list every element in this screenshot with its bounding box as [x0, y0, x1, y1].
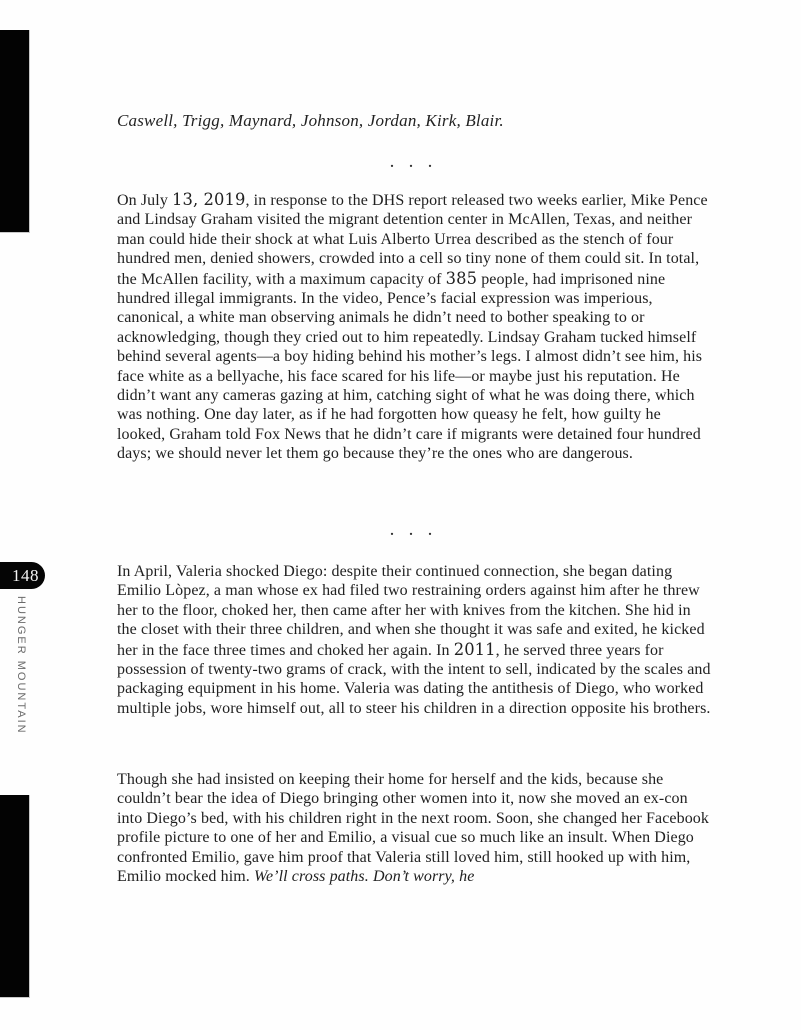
journal-name-vertical: HUNGER MOUNTAIN	[15, 596, 27, 735]
section-separator: . . .	[390, 524, 438, 539]
paragraph	[117, 562, 711, 718]
text-segment: In April, Valeria shocked Diego: despite their continued connection, she began dating Emilio Lòpez, a man whose ex had filed two restraining orders against him after he threw her to the floor, choked her, then came after her with knives from the kitchen. She hid in the closet with their three children, and when she thought it was safe and exited, he kicked her in the face three times and choked her again. In	[117, 563, 705, 659]
text-segment: On July	[117, 192, 173, 209]
text-segment: 2011	[453, 639, 496, 659]
paragraph	[117, 190, 711, 464]
text-segment: Though she had insisted on keeping their home for herself and the kids, because she couldn’t bear the idea of Diego bringing other women into it, now she moved an ex-con into Diego’s bed, with his children right in the next room. Soon, she changed her Facebook profile picture to one of her and Emilio, a visual cue so much like an insult. When Diego confronted Emilio, gave him proof that Valeria still loved him, still hooked up with him, Emilio mocked him.	[117, 771, 709, 886]
text-segment: people, had imprisoned nine hundred illegal immigrants. In the video, Pence’s facial expression was imperious, canonical, a white man observing animals he didn’t need to bother speaking to or acknowledging, though they cried out to him repeatedly. Lindsay Graham tucked himself behind several agents—a boy hiding behind his mother’s legs. I almost didn’t see him, his face white as a bellyache, his face scared for his life—or maybe just his reputation. He didn’t want any cameras gazing at him, catching sight of what he was doing there, which was nothing. One day later, as if he had forgotten how queasy he felt, how guilty he looked, Graham told Fox News that he didn’t care if migrants were detained four hundred days; we should never let them go because they’re the ones who are dangerous.	[117, 270, 703, 463]
text-segment: , in response to the DHS report released two weeks earlier, Mike Pence and Lindsay Graham visited the migrant detention center in McAllen, Texas, and neither man could hide their shock at what Luis Alberto Urrea described as the stench of four hundred men, denied showers, crowded into a cell so tiny none of them could sit. In total, the McAllen facility, with a maximum capacity of	[117, 192, 708, 288]
text-segment: 385	[445, 268, 478, 288]
page-number: 148	[12, 566, 39, 585]
byline: Caswell, Trigg, Maynard, Johnson, Jordan, Kirk, Blair.	[117, 111, 504, 130]
spine-bar-top	[0, 30, 30, 233]
text-segment: , he served three years for possession of twenty-two grams of crack, with the intent to sell, indicated by the scales and packaging equipment in his home. Valeria was dating the antithesis of Diego, who worked multiple jobs, wore himself out, all to steer his children in a direction opposite his brothers.	[117, 641, 711, 717]
page-number-badge	[0, 562, 45, 589]
paragraph	[117, 770, 711, 886]
text-segment: We’ll cross paths. Don’t worry, he	[254, 868, 475, 886]
spine-bar-bottom	[0, 795, 30, 998]
section-separator: . . .	[390, 156, 438, 171]
text-segment: 13, 2019	[172, 190, 246, 209]
